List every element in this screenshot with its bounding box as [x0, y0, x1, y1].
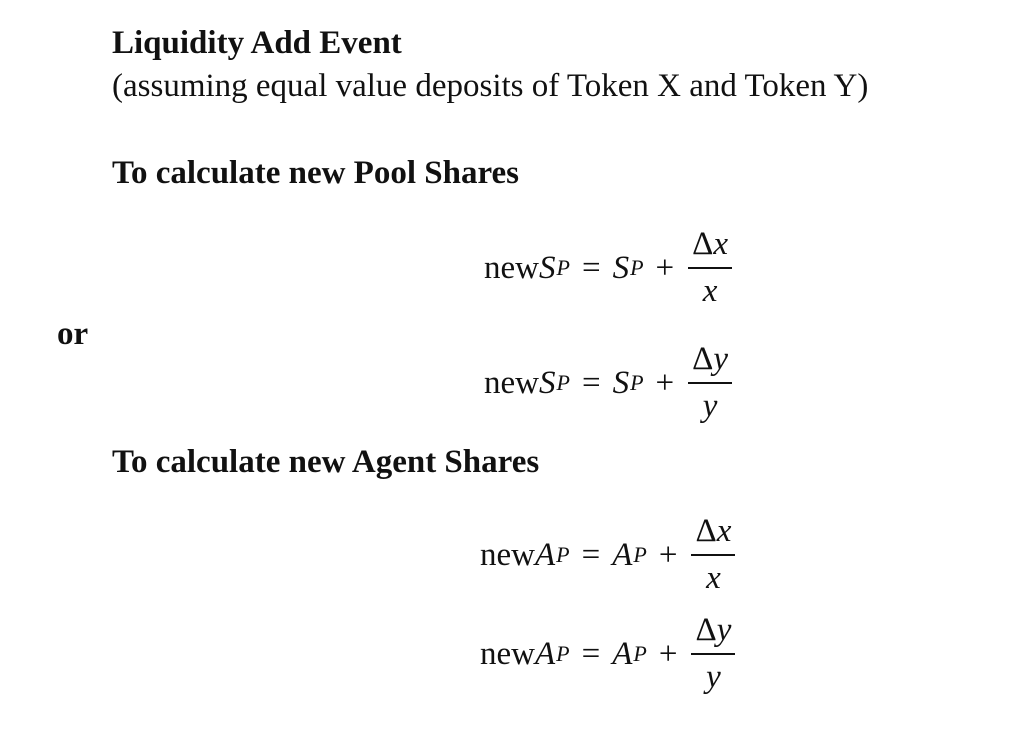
eq-lhs-var: A: [534, 635, 556, 672]
equals-sign: =: [581, 536, 601, 573]
fraction-numerator: [688, 228, 732, 267]
eq-lhs-var: A: [534, 536, 556, 573]
eq-lhs-word: new: [484, 249, 539, 286]
eq-lhs-word: new: [480, 536, 535, 573]
eq-rhs-var: A: [612, 536, 633, 573]
numerator-var: y: [713, 341, 729, 377]
equals-sign: =: [581, 635, 601, 672]
or-connector: or: [57, 316, 89, 352]
eq-lhs-word: new: [484, 364, 539, 401]
section-subtitle: (assuming equal value deposits of Token X and Token Y): [112, 68, 869, 104]
equals-sign: =: [581, 249, 601, 286]
equals-sign: =: [581, 364, 601, 401]
fraction-denominator: x: [706, 560, 721, 596]
plus-sign: +: [658, 536, 678, 573]
agent-shares-equation-y: new A P = A P + $\frac{\Delta y}{y}$: [480, 607, 735, 701]
eq-rhs-var: A: [612, 635, 633, 672]
delta-symbol: Δ: [695, 513, 717, 549]
delta-symbol: Δ: [692, 226, 714, 262]
eq-rhs-var: S: [612, 249, 630, 286]
numerator-var: x: [716, 513, 732, 549]
eq-lhs-var: S: [538, 364, 556, 401]
pool-shares-heading: To calculate new Pool Shares: [112, 155, 520, 191]
plus-sign: +: [655, 364, 675, 401]
plus-sign: +: [655, 249, 675, 286]
pool-shares-equation-x: new S P = S P + $\frac{\Delta x}{x}$: [484, 221, 732, 315]
fraction-denominator: y: [702, 388, 718, 424]
fraction-numerator: [691, 515, 735, 554]
fraction: [691, 614, 735, 694]
agent-shares-equation-x: new A P = A P + $\frac{\Delta x}{x}$: [480, 508, 735, 602]
fraction-denominator: x: [702, 273, 718, 309]
eq-lhs-var: S: [538, 249, 556, 286]
fraction: [688, 228, 732, 308]
plus-sign: +: [658, 635, 678, 672]
agent-shares-heading: To calculate new Agent Shares: [112, 444, 540, 480]
eq-rhs-var: S: [612, 364, 630, 401]
fraction-denominator: y: [706, 659, 721, 695]
fraction-numerator: [688, 343, 732, 382]
delta-symbol: Δ: [692, 341, 714, 377]
fraction-numerator: [691, 614, 735, 653]
numerator-var: x: [713, 226, 729, 262]
numerator-var: y: [716, 612, 732, 648]
section-title: Liquidity Add Event: [112, 25, 402, 61]
fraction: [691, 515, 735, 595]
delta-symbol: Δ: [695, 612, 717, 648]
eq-lhs-word: new: [480, 635, 535, 672]
pool-shares-equation-y: new S P = S P + $\frac{\Delta y}{y}$: [484, 336, 732, 430]
fraction: [688, 343, 732, 423]
